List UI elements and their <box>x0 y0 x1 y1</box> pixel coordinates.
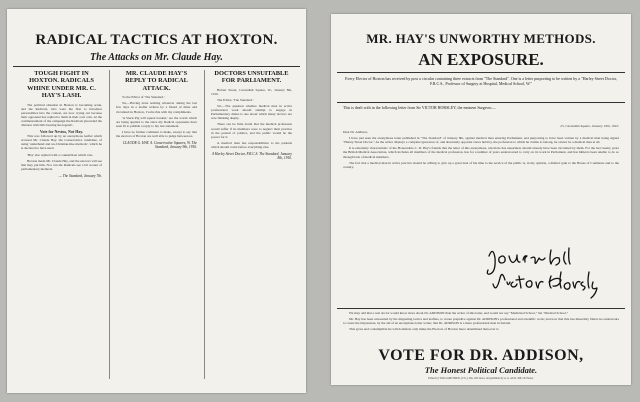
rule <box>337 308 625 309</box>
placard-legend: Vote for Nevins, Not Hay. <box>39 129 84 135</box>
paragraph: This was followed up by an anonymous leaflet which accused Mr. Claude Hay, the Conservative candidate, of using 'underhand and un-Christian-like methods', which he is declared to have used. <box>21 134 102 151</box>
paragraph: Hoxton made Mr. Claude Hay, and the electors will see that they put him. Nor can the Radicals see a bit sooner of parliamentary methods. <box>21 158 102 171</box>
column-body <box>211 88 292 149</box>
column-body <box>21 103 102 171</box>
exposure-title: AN EXPOSURE. <box>418 50 544 69</box>
paragraph: Mr. Hay has been unwearied by his disgusting tactics and leaflets, to create prejudice against Dr. ADDISON's professional and scientific work; and now that this has miserably failed, he endeavours to create the impression, by the aid of an anonymous letter writer, that Dr. ADDISON is a mere professional man in Ireland. <box>343 317 619 326</box>
left-subheadline: The Attacks on Mr. Claude Hay. <box>90 52 223 63</box>
paragraph: There can be little doubt that the medical profession would suffer if its members were to neglect their practice in the pursuit of politics, and the public would be the poorer for it. <box>211 122 292 139</box>
column-doctors-unsuitable <box>204 70 292 379</box>
printer-imprint: Printed by WILLIAMS BROS. (T.U.), 28a, Old Street, and published by A. G. ALIS, 368, Old Street. <box>428 377 534 380</box>
paragraph: I have just seen the anonymous letter published in "The Standard" of January 8th, against medical men entering Parliament, and purporting to have been written by a medical man being signed "Harley Street Doctor." As the writer displays a complete ignorance of, and absolutely opposite views held by, the profession to which he claims to belong, he cannot be a medical man at all. <box>343 136 619 145</box>
column-heading: TOUGH FIGHT IN HOXTON. RADICALS WHINE UNDER MR. C. HAY'S LASH. <box>27 70 96 100</box>
paragraph: The political situation in Hoxton is becoming acute, and the Radicals, who were the first to introduce personalities into the contest, are now crying out because their opponent has replied to them in their own coin. At the commencement of the campaign the Radicals placarded the division with bills bearing the legend:- <box>21 102 102 128</box>
paragraph: 'Hay' also replied with a counterblast which ran:- <box>27 152 94 157</box>
left-columns <box>21 70 292 379</box>
left-headline: RADICAL TACTICS AT HOXTON. <box>35 32 278 48</box>
left-handbill <box>7 9 306 393</box>
column-heading: MR. CLAUDE HAY'S REPLY TO RADICAL ATTACK. <box>125 70 188 92</box>
paragraph: The fact that a medical man in active practice should be willing to give up a great deal of his time to the service of the public is, in my opinion, a distinct gain to the House of Commons and to the country. <box>343 160 619 169</box>
paragraph: To the Editor of 'The Standard.' <box>122 95 165 100</box>
column-tough-fight <box>21 70 102 379</box>
right-headline: MR. HAY'S UNWORTHY METHODS. <box>366 31 596 46</box>
paragraph: I have no further comment to make, except to say that the electors of Hoxton are well able to judge between us. <box>116 129 197 138</box>
tagline: The Honest Political Candidate. <box>424 365 538 375</box>
right-handbill <box>331 14 631 385</box>
paragraph: Hobart Street, Cavendish Square, W., January 8th, 1910. <box>211 87 292 96</box>
paragraph: It is extremely characteristic of the Honourable C. D. Hay's friends that the letter of this anonymous, whom he has unearthed, should already have been circulated by them. For the last twenty years the British Medical Association, which includes all members of the medical profession, has for a number of years endeavoured to carry on its work in Parliament, and has hitherto been unable to do so through lack of medical members. <box>343 146 619 159</box>
handwritten-signature <box>481 242 611 304</box>
intro-text: Every Elector of Hoxton has received by post a circular containing three extracts from "The Standard". One is a letter purporting to be written by a "Harley Street Doctor, F.R.C.S., Professor of Surgery at Hospital, Medical School, W." <box>345 76 617 86</box>
paragraph: The Editor, 'The Standard.' <box>217 98 254 102</box>
column-body <box>116 95 197 138</box>
paragraph: Sir,—Having done nothing whatever during the last few days in a leaflet written by a friend of mine and circulated in Hoxton, I write this with my compliments. <box>116 101 197 114</box>
rule <box>337 72 625 73</box>
column-heading: DOCTORS UNSUITABLE FOR PARLIAMENT. <box>214 70 289 85</box>
paragraph: This gross and contemptible lie will doubtless only make the Electors of Hoxton more determined than ever to <box>349 327 499 332</box>
column-signature: CLAUDE G. HAY. A. Conservative Squares, W. The Standard, January 9th, 1910. <box>122 141 197 150</box>
vote-banner: VOTE FOR DR. ADDISON, <box>378 347 584 364</box>
closing-text <box>343 311 619 351</box>
dedication-text: This is dealt with in the following letter from Sir VICTOR HORSLEY, the eminent Surgeon:— <box>343 105 496 110</box>
letter-salutation: Dear Dr. Addison, <box>343 130 368 135</box>
rule <box>337 102 625 103</box>
letter-address: 25, Cavendish Square, January 10th, 1910. <box>560 124 619 128</box>
column-signature: A Harley Street Doctor, F.R.C.S. The Standard, January 8th, 1910. <box>211 152 292 161</box>
paragraph: A medical man has responsibilities to his patients which should come before everything else. <box>211 140 292 149</box>
column-signature: — The Standard, January 7th. <box>58 173 102 178</box>
paragraph: We may add that a real doctor would know more about Dr. ADDISON than the writer of this letter, and would not say "Medicinal School," but "Medical School." <box>349 311 569 315</box>
paragraph: Sir,—The question whether medical men in active professional work should attempt to engage in Parliamentary duties is one about which many doctors are now thinking deeply. <box>211 104 292 121</box>
left-rule <box>13 66 300 67</box>
column-hay-reply <box>109 70 197 379</box>
paragraph: 'A Stuck Pig will squeal loudest,' are the words which are being applied to me since my Radical opponents have seen fit to publish a reply to my last statement. <box>116 115 197 128</box>
